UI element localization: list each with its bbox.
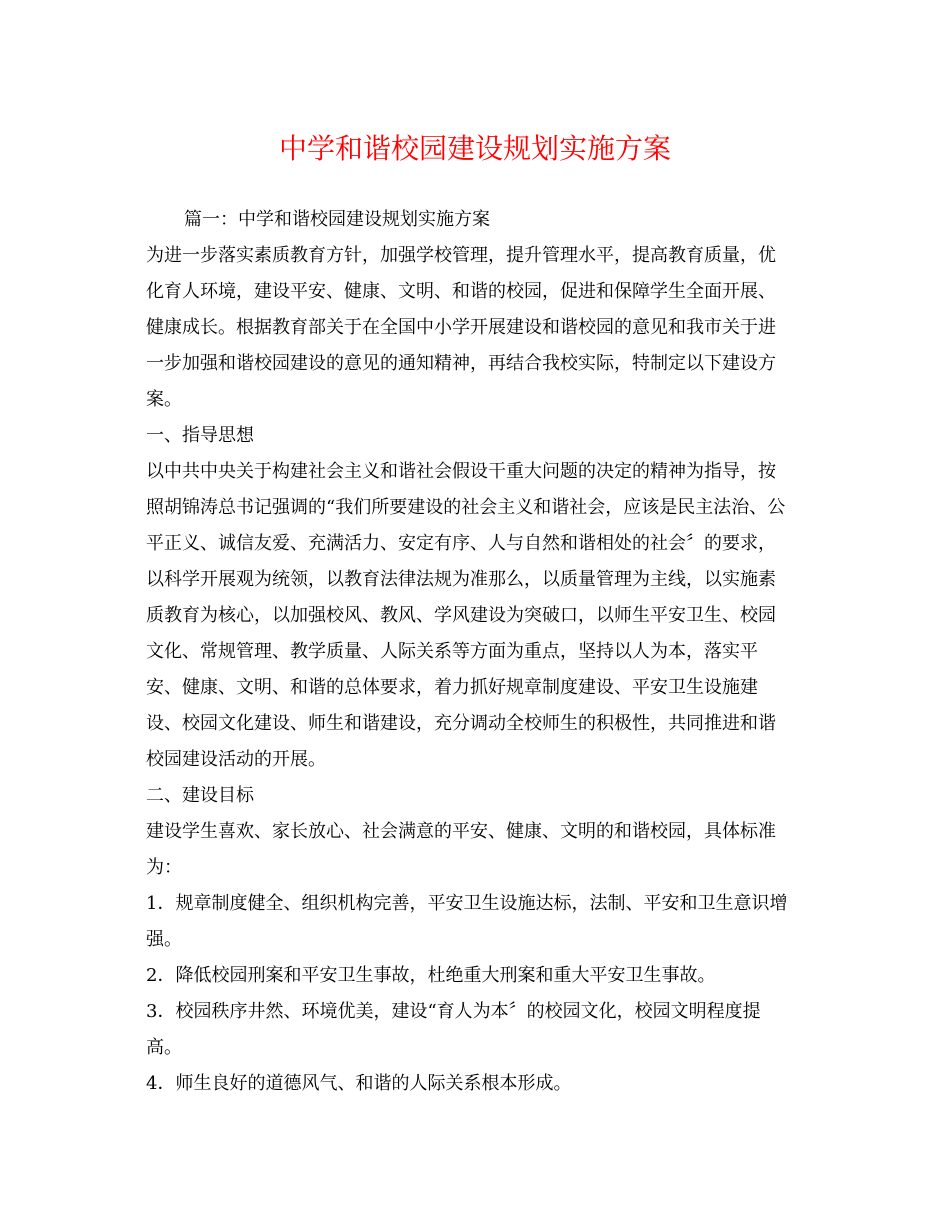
paragraph-line: 为进一步落实素质教育方针，加强学校管理，提升管理水平，提高教育质量，优 xyxy=(146,245,776,266)
paragraph-line: 以科学开展观为统领，以教育法律法规为准那么，以质量管理为主线，以实施素 xyxy=(146,569,776,590)
section-heading: 篇一：中学和谐校园建设规划实施方案 xyxy=(184,209,490,230)
list-item: 1．规章制度健全、组织机构完善，平安卫生设施达标，法制、平安和卫生意识增 xyxy=(146,893,788,914)
paragraph-line: 化育人环境，建设平安、健康、文明、和谐的校园，促进和保障学生全面开展、 xyxy=(146,281,776,302)
list-item: 3．校园秩序井然、环境优美，建设“育人为本〞的校园文化，校园文明程度提 xyxy=(146,1001,761,1022)
paragraph-line: 一步加强和谐校园建设的意见的通知精神，再结合我校实际，特制定以下建设方 xyxy=(146,353,776,374)
paragraph-line: 平正义、诚信友爱、充满活力、安定有序、人与自然和谐相处的社会〞的要求， xyxy=(146,533,776,554)
paragraph-line: 照胡锦涛总书记强调的“我们所要建设的社会主义和谐社会，应该是民主法治、公 xyxy=(146,497,786,518)
paragraph-line: 为： xyxy=(146,857,182,878)
list-item: 4．师生良好的道德风气、和谐的人际关系根本形成。 xyxy=(146,1073,572,1094)
paragraph-line: 以中共中央关于构建社会主义和谐社会假设干重大问题的决定的精神为指导，按 xyxy=(146,461,776,482)
document-title: 中学和谐校园建设规划实施方案 xyxy=(278,132,671,165)
list-item-continuation: 高。 xyxy=(146,1037,182,1058)
paragraph-line: 文化、常规管理、教学质量、人际关系等方面为重点，坚持以人为本，落实平 xyxy=(146,641,758,662)
paragraph-line: 校园建设活动的开展。 xyxy=(146,749,326,770)
list-item-continuation: 强。 xyxy=(146,929,182,950)
paragraph-line: 健康成长。根据教育部关于在全国中小学开展建设和谐校园的意见和我市关于进 xyxy=(146,317,776,338)
list-item: 2．降低校园刑案和平安卫生事故，杜绝重大刑案和重大平安卫生事故。 xyxy=(146,965,716,986)
paragraph-line: 设、校园文化建设、师生和谐建设，充分调动全校师生的积极性，共同推进和谐 xyxy=(146,713,776,734)
paragraph-line: 建设学生喜欢、家长放心、社会满意的平安、健康、文明的和谐校园，具体标准 xyxy=(146,821,776,842)
section-heading: 二、建设目标 xyxy=(146,785,254,806)
section-heading: 一、指导思想 xyxy=(146,425,254,446)
paragraph-line: 安、健康、文明、和谐的总体要求，着力抓好规章制度建设、平安卫生设施建 xyxy=(146,677,758,698)
paragraph-line: 质教育为核心，以加强校风、教风、学风建设为突破口，以师生平安卫生、校园 xyxy=(146,605,776,626)
paragraph-line: 案。 xyxy=(146,389,182,410)
